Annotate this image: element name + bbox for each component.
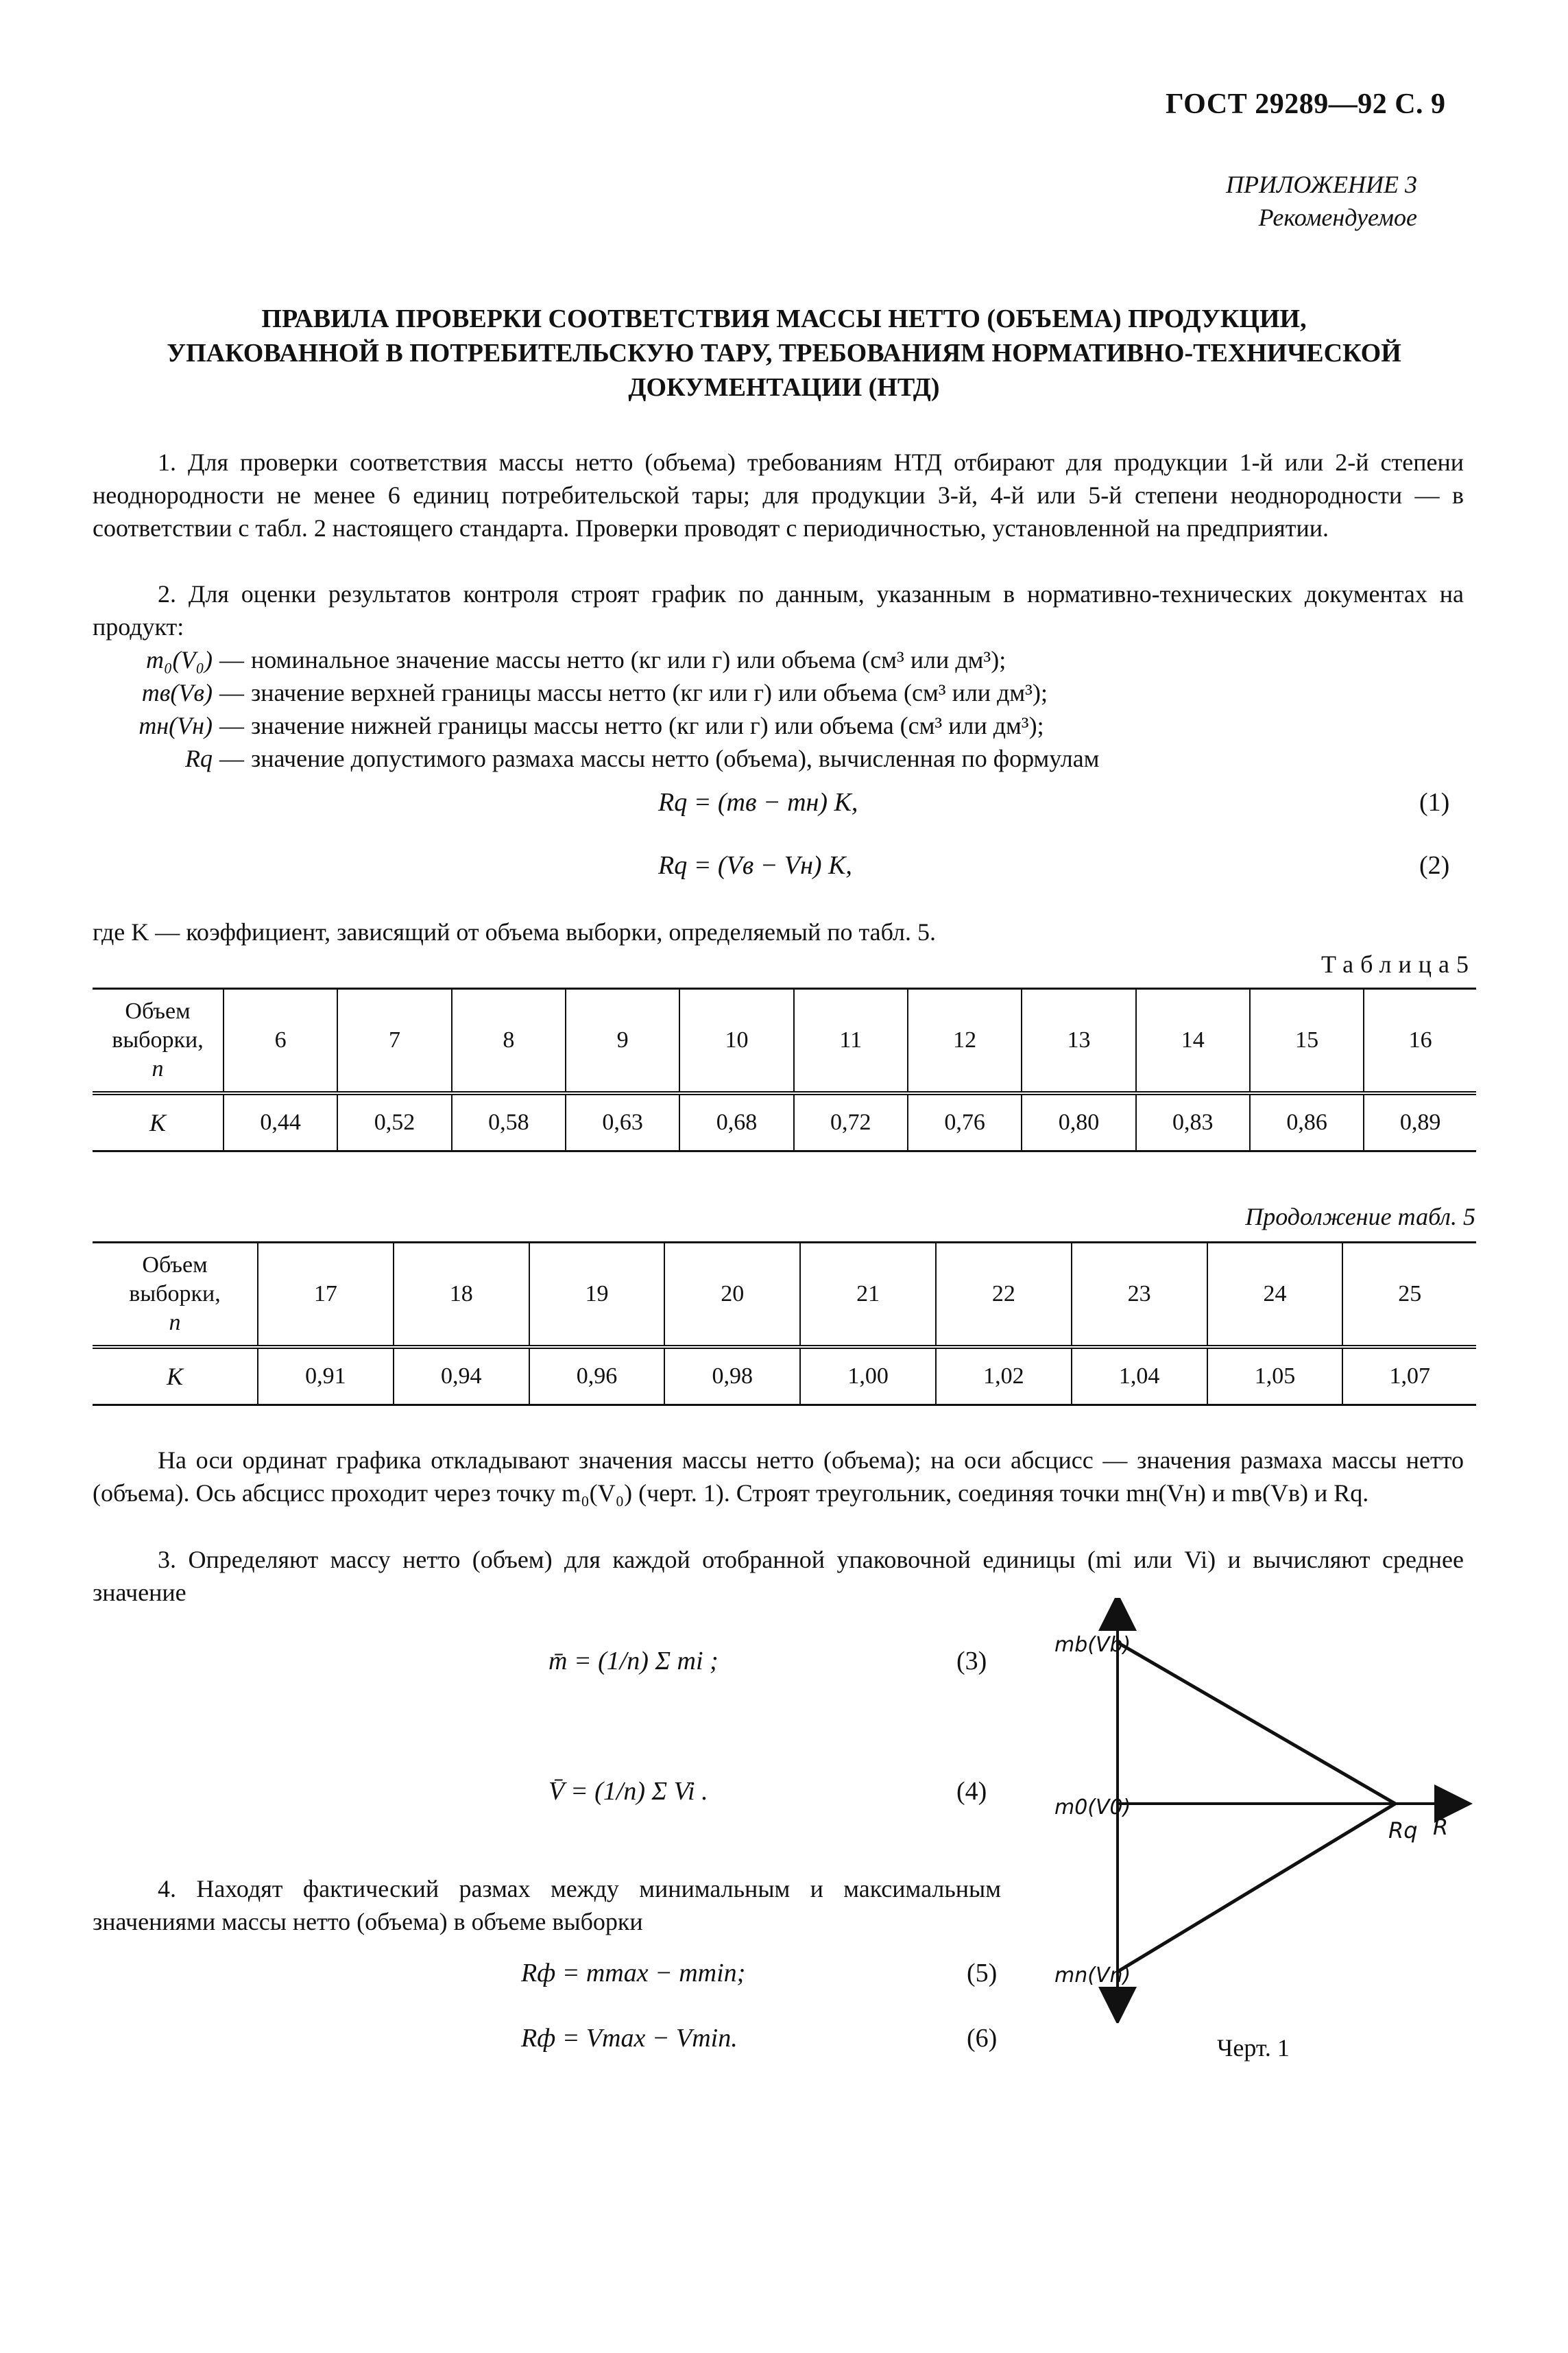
label-rq: Rq bbox=[1388, 1817, 1418, 1843]
table-cell: 12 bbox=[908, 989, 1022, 1094]
table-cell: 1,02 bbox=[936, 1347, 1072, 1405]
table-5-continuation-caption: Продолжение табл. 5 bbox=[1245, 1203, 1475, 1230]
formula-6-number: (6) bbox=[967, 2024, 998, 2053]
table-cell: 1,07 bbox=[1342, 1347, 1476, 1405]
row-label-line: Объем bbox=[142, 1252, 208, 1278]
table-cell: 20 bbox=[664, 1243, 800, 1348]
table-cell: 0,83 bbox=[1136, 1093, 1250, 1151]
table-5 bbox=[93, 988, 1476, 1152]
table-cell: 0,80 bbox=[1022, 1093, 1135, 1151]
triangle-lower-side bbox=[1118, 1804, 1395, 1972]
definition-text: значение верхней границы массы нетто (кг или г) или объема (см³ или дм³); bbox=[251, 679, 1048, 706]
formula-3-number: (3) bbox=[956, 1647, 987, 1675]
table-cell: 0,94 bbox=[394, 1347, 529, 1405]
label-nominal: m0(V0) bbox=[1054, 1795, 1131, 1819]
formula-3: m̄ = (1/n) Σ mi ; bbox=[548, 1647, 719, 1675]
paragraph-2: 2. Для оценки результатов контроля строят график по данным, указанным в нормативно-технических документах на продукт: bbox=[93, 580, 1464, 641]
table-cell: 19 bbox=[529, 1243, 665, 1348]
row-label-line: Объем bbox=[125, 999, 191, 1024]
definition-symbol: m₀(V₀) bbox=[146, 646, 213, 673]
definition-dash: — bbox=[219, 646, 244, 673]
triangle-upper-side bbox=[1118, 1643, 1395, 1804]
table-cell: 16 bbox=[1364, 989, 1476, 1094]
formula-1-number: (1) bbox=[1419, 788, 1450, 817]
paragraph-4: 4. Находят фактический размах между минимальным и максимальным значениями массы нетто (объема) в объеме выборки bbox=[93, 1875, 1001, 1935]
table-cell: 0,76 bbox=[908, 1093, 1022, 1151]
definition-dash: — bbox=[219, 679, 244, 706]
definition-symbol: mв(Vв) bbox=[141, 679, 213, 706]
table-5-caption: Таблица5 bbox=[1321, 951, 1475, 978]
row-label-cell bbox=[93, 989, 224, 1094]
formula-1: Rq = (mв − mн) K, bbox=[658, 788, 858, 817]
table-cell: 0,52 bbox=[337, 1093, 451, 1151]
where-note: где K — коэффициент, зависящий от объема выборки, определяемый по табл. 5. bbox=[93, 918, 937, 946]
document-header: ГОСТ 29289—92 С. 9 bbox=[1166, 88, 1446, 120]
table-value-row bbox=[93, 1347, 1476, 1405]
definition-symbol: mн(Vн) bbox=[138, 712, 213, 739]
table-cell: 0,68 bbox=[679, 1093, 793, 1151]
table-cell: 17 bbox=[258, 1243, 394, 1348]
definition-list bbox=[0, 643, 1474, 775]
label-lower-bound: mn(Vn) bbox=[1054, 1963, 1131, 1987]
paragraph-1: 1. Для проверки соответствия массы нетто (объема) требованиям НТД отбирают для продукции 1-й или 2-й степени неоднородности не менее 6 единиц потребительской тары; для продукции 3-й, 4-й или 5-й степени неоднородности — в соответствии с табл. 2 настоящего стандарта. Проверки проводят с периодичностью, установленной на предприятии. bbox=[93, 449, 1464, 542]
formula-4: V̄ = (1/n) Σ Vi . bbox=[548, 1777, 708, 1806]
formula-6: Rф = Vmax − Vmin. bbox=[521, 2024, 738, 2053]
table-cell: 0,44 bbox=[224, 1093, 337, 1151]
definition-row bbox=[0, 742, 1474, 775]
table-cell: 13 bbox=[1022, 989, 1135, 1094]
label-r-axis: R bbox=[1433, 1814, 1449, 1840]
table-cell: 15 bbox=[1250, 989, 1364, 1094]
definition-symbol: Rq bbox=[185, 745, 213, 772]
table-cell: 0,98 bbox=[664, 1347, 800, 1405]
label-upper-bound: mb(Vb) bbox=[1054, 1633, 1131, 1657]
formula-4-number: (4) bbox=[956, 1777, 987, 1806]
annex-label: ПРИЛОЖЕНИЕ 3 bbox=[1226, 171, 1417, 198]
table-cell: 10 bbox=[679, 989, 793, 1094]
table-cell: 6 bbox=[224, 989, 337, 1094]
table-cell: 22 bbox=[936, 1243, 1072, 1348]
table-cell: 24 bbox=[1207, 1243, 1343, 1348]
k-label-cell: K bbox=[93, 1093, 224, 1151]
table-header-row bbox=[93, 989, 1476, 1094]
table-cell: 0,72 bbox=[794, 1093, 908, 1151]
table-cell: 0,96 bbox=[529, 1347, 665, 1405]
row-label-line: выборки, bbox=[129, 1281, 221, 1306]
definition-dash: — bbox=[219, 745, 244, 772]
figure-1-caption: Черт. 1 bbox=[1217, 2034, 1290, 2062]
row-label-n: n bbox=[152, 1056, 164, 1082]
table-cell: 23 bbox=[1072, 1243, 1207, 1348]
figure-1-diagram bbox=[1042, 1598, 1508, 2023]
definition-text: значение нижней границы массы нетто (кг или г) или объема (см³ или дм³); bbox=[251, 712, 1044, 739]
definition-text: номинальное значение массы нетто (кг или г) или объема (см³ или дм³); bbox=[251, 646, 1006, 673]
definition-row bbox=[0, 643, 1474, 676]
table-cell: 0,91 bbox=[258, 1347, 394, 1405]
table-cell: 18 bbox=[394, 1243, 529, 1348]
definition-row bbox=[0, 676, 1474, 709]
table-cell: 25 bbox=[1342, 1243, 1476, 1348]
table-cell: 7 bbox=[337, 989, 451, 1094]
table-cell: 0,58 bbox=[452, 1093, 566, 1151]
definition-text: значение допустимого размаха массы нетто (объема), вычисленная по формулам bbox=[251, 745, 1100, 772]
row-label-line: выборки, bbox=[112, 1027, 204, 1053]
row-label-n: n bbox=[169, 1310, 181, 1335]
title-line-3: ДОКУМЕНТАЦИИ (НТД) bbox=[628, 373, 940, 402]
table-cell: 9 bbox=[566, 989, 679, 1094]
table-cell: 11 bbox=[794, 989, 908, 1094]
table-cell: 0,86 bbox=[1250, 1093, 1364, 1151]
table-cell: 21 bbox=[800, 1243, 936, 1348]
formula-5-number: (5) bbox=[967, 1959, 998, 1987]
row-label-cell bbox=[93, 1243, 258, 1348]
definition-row bbox=[0, 709, 1474, 742]
table-cell: 1,00 bbox=[800, 1347, 936, 1405]
table-value-row bbox=[93, 1093, 1476, 1151]
paragraph-axes: На оси ординат графика откладывают значения массы нетто (объема); на оси абсцисс — значения размаха массы нетто (объема). Ось абсцисс проходит через точку m₀(V₀) (черт. 1). Строят треугольник, соединяя точки mн(Vн) и mв(Vв) и Rq. bbox=[93, 1446, 1464, 1507]
annex-status: Рекомендуемое bbox=[1258, 204, 1417, 231]
table-cell: 1,05 bbox=[1207, 1347, 1343, 1405]
definition-dash: — bbox=[219, 712, 244, 739]
page-title bbox=[89, 302, 1479, 405]
title-line-2: УПАКОВАННОЙ В ПОТРЕБИТЕЛЬСКУЮ ТАРУ, ТРЕБОВАНИЯМ НОРМАТИВНО-ТЕХНИЧЕСКОЙ bbox=[167, 339, 1401, 368]
table-cell: 0,63 bbox=[566, 1093, 679, 1151]
k-label-cell: K bbox=[93, 1347, 258, 1405]
formula-2: Rq = (Vв − Vн) K, bbox=[658, 851, 852, 880]
table-cell: 0,89 bbox=[1364, 1093, 1476, 1151]
table-header-row bbox=[93, 1243, 1476, 1348]
title-line-1: ПРАВИЛА ПРОВЕРКИ СООТВЕТСТВИЯ МАССЫ НЕТТО (ОБЪЕМА) ПРОДУКЦИИ, bbox=[261, 304, 1307, 333]
table-5-continuation bbox=[93, 1241, 1476, 1406]
table-cell: 8 bbox=[452, 989, 566, 1094]
table-cell: 1,04 bbox=[1072, 1347, 1207, 1405]
paragraph-3: 3. Определяют массу нетто (объем) для каждой отобранной упаковочной единицы (mi или Vi) и вычисляют среднее значение bbox=[93, 1546, 1464, 1606]
formula-5: Rф = mmax − mmin; bbox=[521, 1959, 746, 1987]
table-cell: 14 bbox=[1136, 989, 1250, 1094]
formula-2-number: (2) bbox=[1419, 851, 1450, 880]
